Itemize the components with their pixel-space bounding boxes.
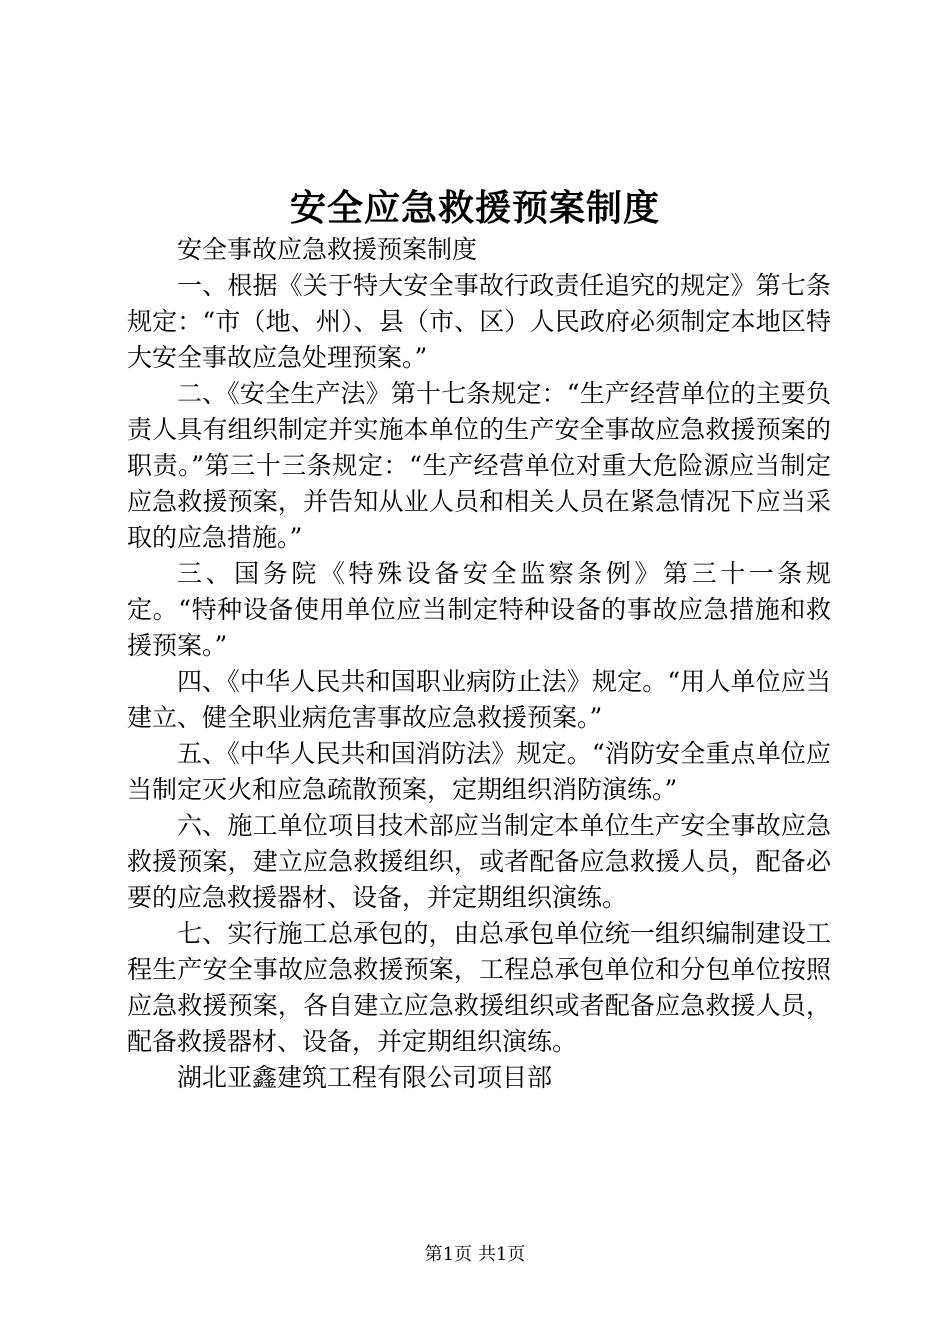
company-signature: 湖北亚鑫建筑工程有限公司项目部 xyxy=(177,1063,553,1092)
body-paragraph: 四、《中华人民共和国职业病防止法》规定。“用人单位应当建立、健全职业病危害事故应急救援预案。” xyxy=(127,667,831,732)
body-paragraph: 二、《安全生产法》第十七条规定：“生产经营单位的主要负责人具有组织制定并实施本单位的生产安全事故应急救援预案的职责。”第三十三条规定：“生产经营单位对重大危险源应当制定应急救援预案，并告知从业人员和相关人员在紧急情况下应当采取的应急措施。” xyxy=(127,379,831,552)
page-number-footer: 第1页 共1页 xyxy=(424,1244,526,1265)
body-paragraph: 三、国务院《特殊设备安全监察条例》第三十一条规定。“特种设备使用单位应当制定特种设备的事故应急措施和救援预案。” xyxy=(127,559,831,660)
body-paragraph: 七、实行施工总承包的，由总承包单位统一组织编制建设工程生产安全事故应急救援预案，工程总承包单位和分包单位按照应急救援预案，各自建立应急救援组织或者配备应急救援人员，配备救援器材、设备，并定期组织演练。 xyxy=(127,919,831,1056)
body-paragraph: 安全事故应急救援预案制度 xyxy=(177,235,478,264)
body-paragraph: 一、根据《关于特大安全事故行政责任追究的规定》第七条规定：“市（地、州）、县（市、区）人民政府必须制定本地区特大安全事故应急处理预案。” xyxy=(127,271,831,372)
document-body xyxy=(127,232,831,1096)
body-paragraph: 六、施工单位项目技术部应当制定本单位生产安全事故应急救援预案，建立应急救援组织，或者配备应急救援人员，配备必要的应急救援器材、设备，并定期组织演练。 xyxy=(127,811,831,912)
body-paragraph: 五、《中华人民共和国消防法》规定。“消防安全重点单位应当制定灭火和应急疏散预案，定期组织消防演练。” xyxy=(127,739,831,804)
document-title: 安全应急救援预案制度 xyxy=(289,187,660,229)
